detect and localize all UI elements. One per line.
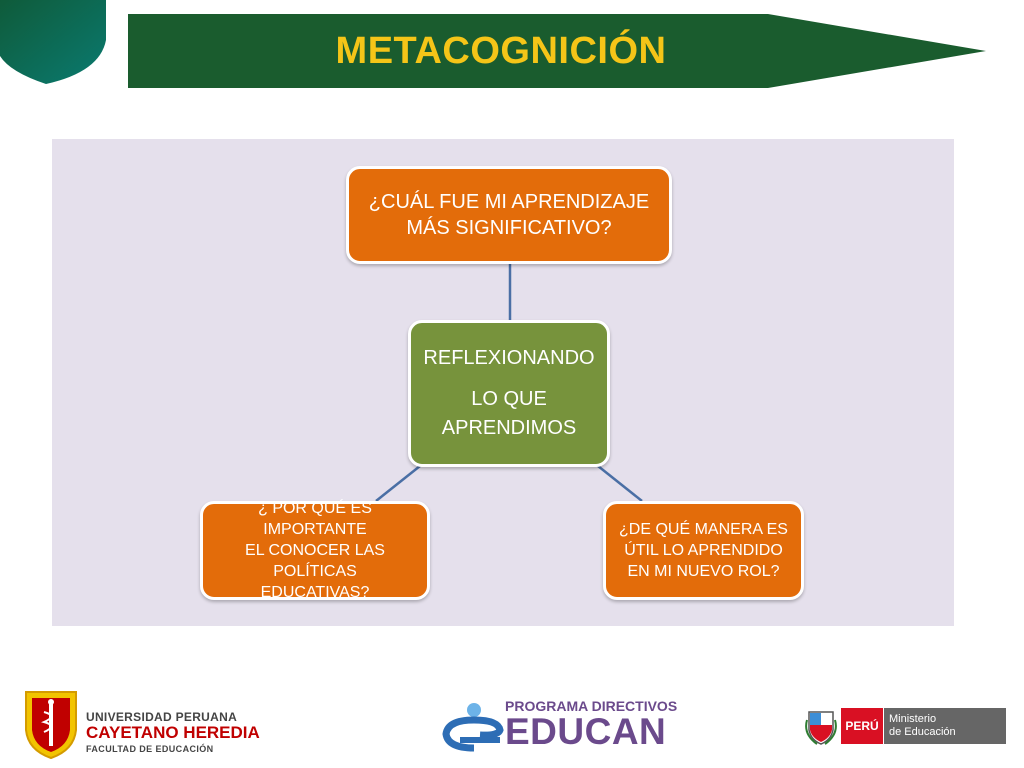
node-text-line: ¿CUÁL FUE MI APRENDIZAJE — [368, 191, 650, 213]
node-text-line: MÁS SIGNIFICATIVO? — [406, 217, 612, 239]
node-text-line: EL CONOCER LAS POLÍTICAS — [245, 542, 385, 580]
node-text-line: EDUCATIVAS? — [260, 584, 370, 601]
upch-name-main: CAYETANO HEREDIA — [86, 723, 260, 742]
node-text-line: ¿ POR QUÉ ES IMPORTANTE — [258, 500, 372, 538]
node-educational-policies — [200, 501, 430, 600]
ministry-label — [884, 708, 1006, 744]
upch-name-line: UNIVERSIDAD PERUANA — [86, 710, 238, 724]
upch-shield-logo — [24, 690, 78, 760]
educan-logo-mark — [440, 700, 504, 752]
node-central-reflection — [408, 320, 610, 467]
connector-left — [376, 466, 420, 501]
node-text-line: LO QUE — [471, 388, 547, 410]
upch-faculty: FACULTAD DE EDUCACIÓN — [86, 744, 214, 754]
node-text-line: EN MI NUEVO ROL? — [627, 563, 780, 580]
node-text-line: REFLEXIONANDO — [423, 347, 595, 369]
node-text-line: APRENDIMOS — [441, 417, 577, 439]
ministry-line: de Educación — [889, 726, 956, 738]
peru-crest-icon — [803, 706, 839, 746]
ministry-line: Ministerio — [889, 713, 937, 725]
educan-name: EDUCAN — [505, 711, 667, 752]
node-text-line: ÚTIL LO APRENDIDO — [624, 542, 783, 559]
connector-right — [598, 466, 642, 501]
peru-label: PERÚ — [841, 708, 883, 744]
educan-program-label: PROGRAMA DIRECTIVOS — [505, 698, 678, 714]
node-most-significant-learning — [346, 166, 672, 264]
node-new-role-usefulness — [603, 501, 804, 600]
page-title: METACOGNICIÓN — [335, 29, 667, 72]
node-text-line: ¿DE QUÉ MANERA ES — [619, 521, 788, 538]
